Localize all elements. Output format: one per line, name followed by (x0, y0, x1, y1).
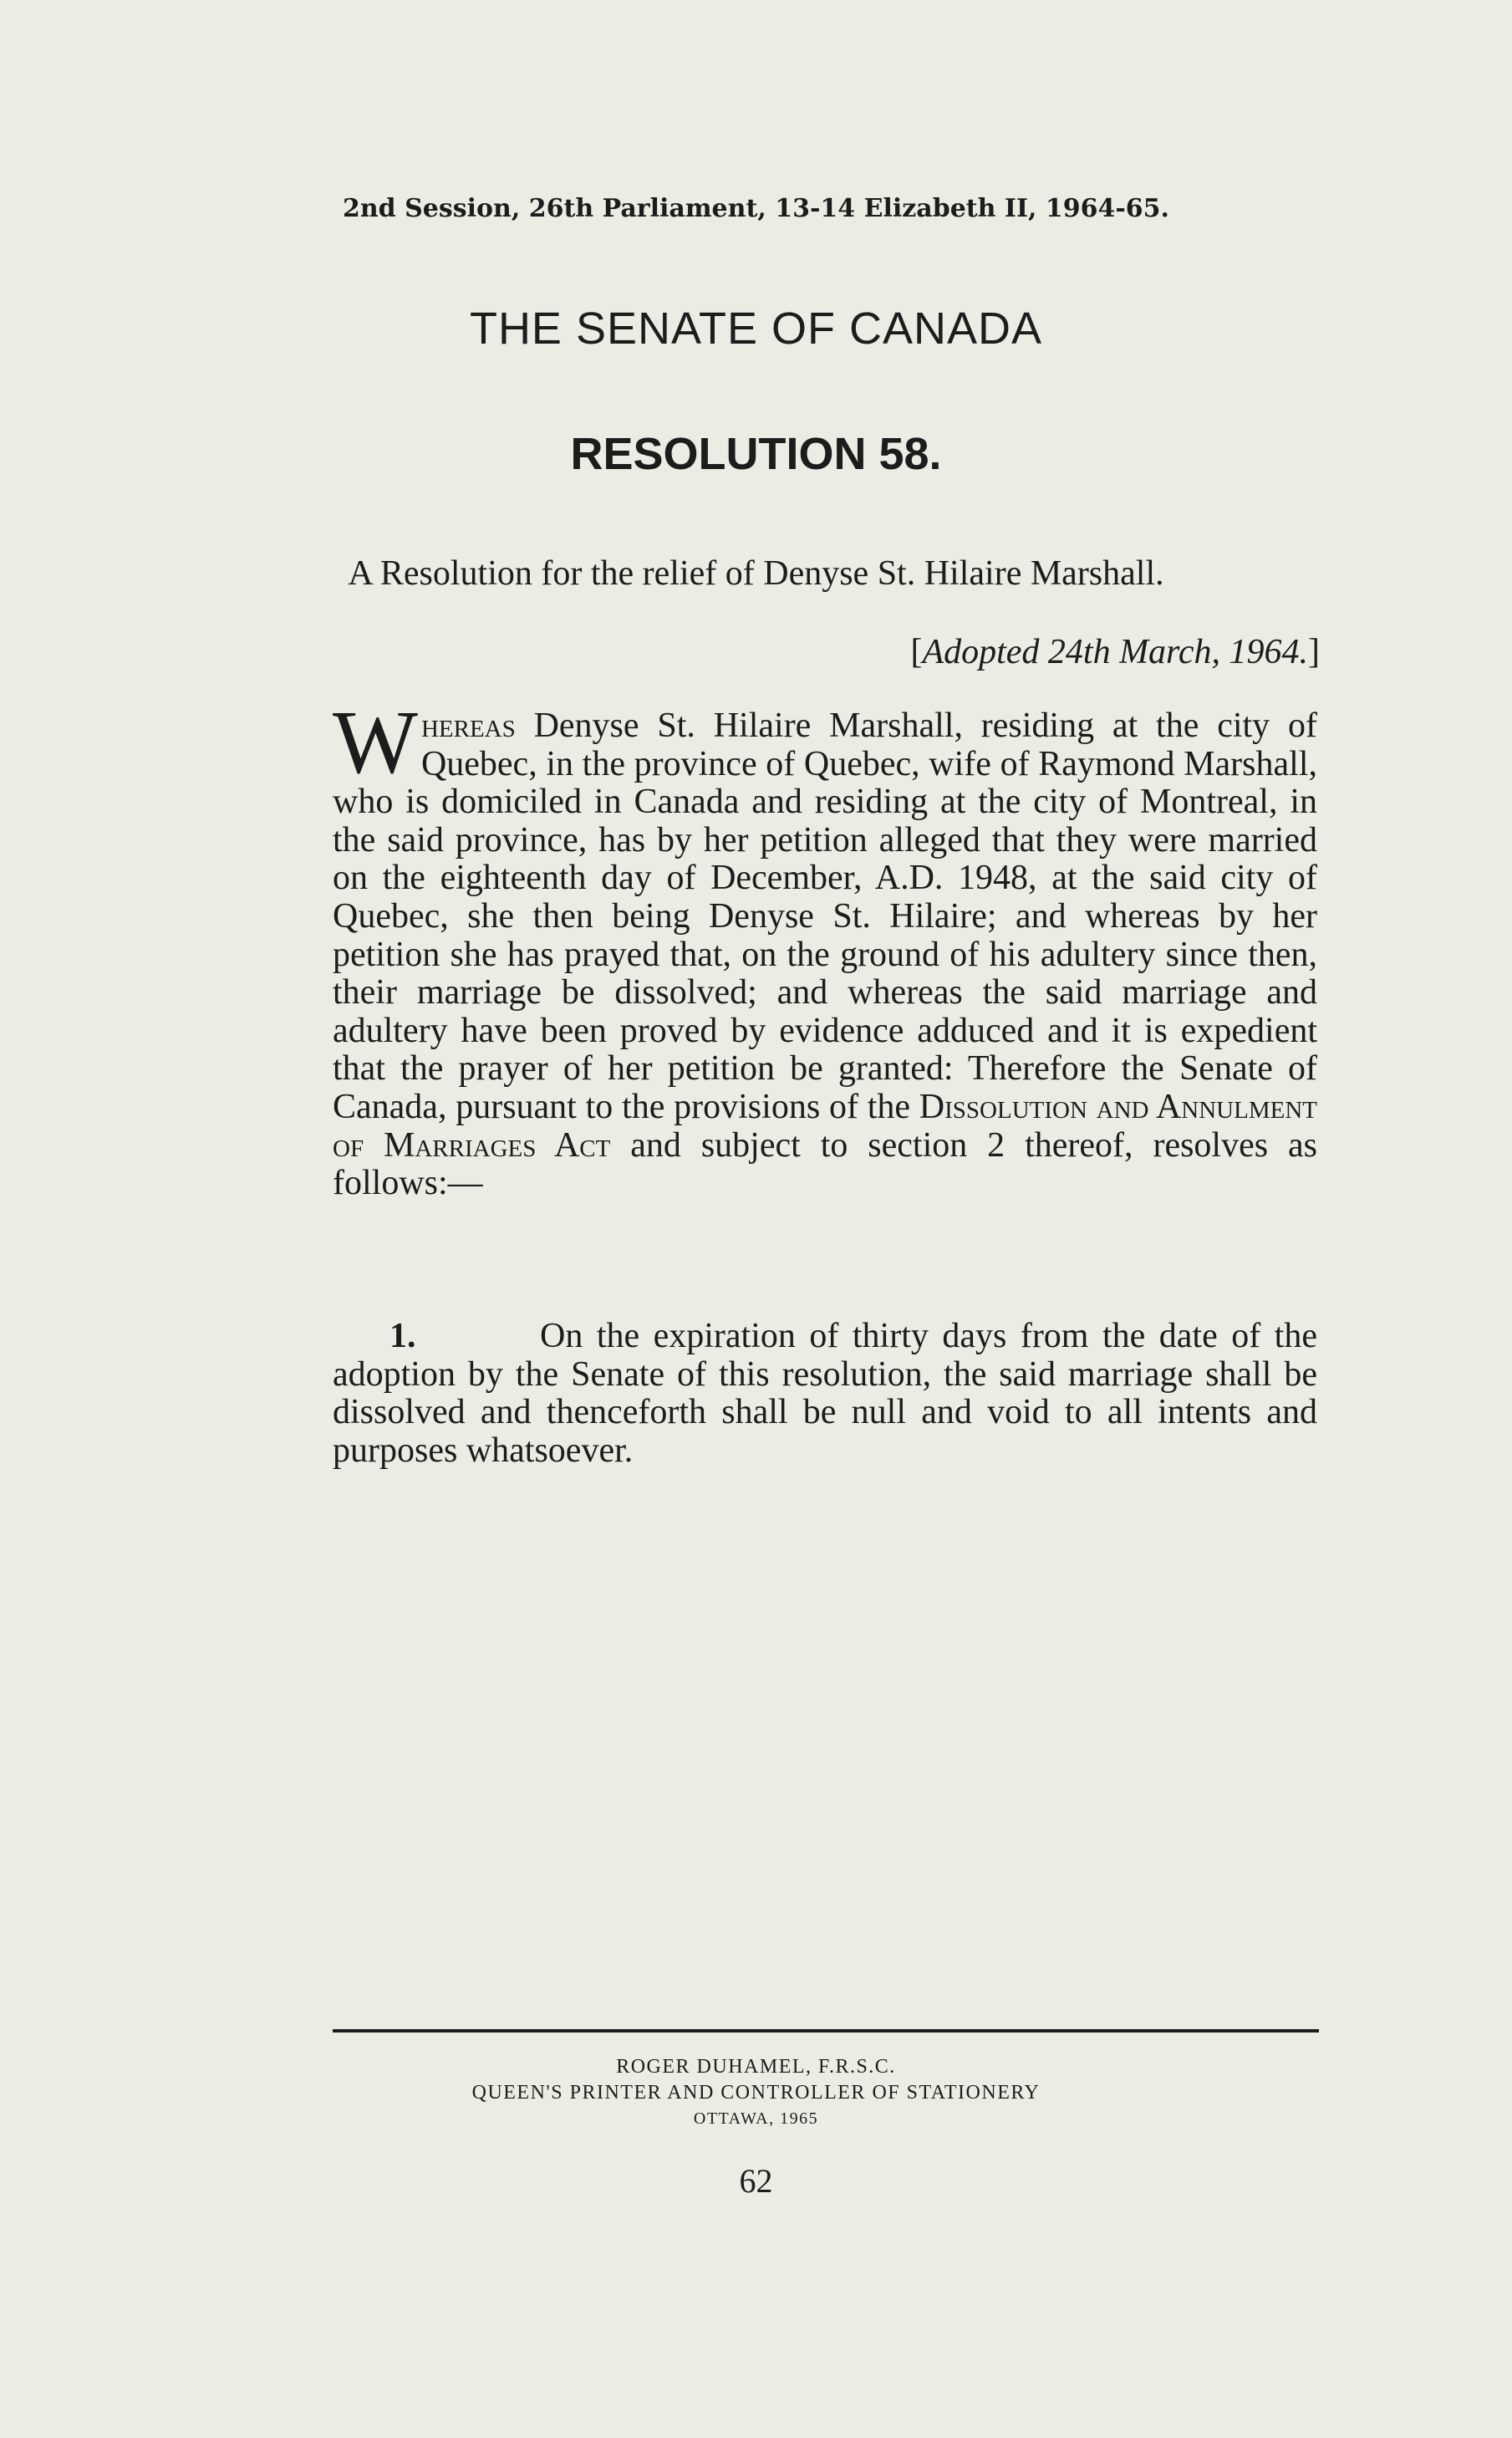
adopted-date-text: Adopted 24th March, 1964. (922, 633, 1308, 671)
preamble-text-1: Denyse St. Hilaire Marshall, residing at the city of Quebec, in the province of Quebec, wife of Raymond Marshall, who is domiciled in Canada and residing at the city of Montreal, in the said province, has by her petition alleged that they were married on the eighteenth day of December, A.D. 1948, at the said city of Quebec, she then being Denyse St. Hilaire; and whereas by her petition she has prayed that, on the ground of his adultery since then, their marriage be dissolved; and whereas the said marriage and adultery have been proved by evidence adduced and it is expedient that the prayer of her petition be granted: Therefore the Senate of Canada, pursuant to the provisions of the (333, 706, 1317, 1126)
session-line: 2nd Session, 26th Parliament, 13-14 Elizabeth II, 1964-65. (342, 194, 1170, 223)
preamble-paragraph (333, 693, 1317, 1203)
printer-place: OTTAWA, 1965 (693, 2109, 819, 2128)
whereas-word: hereas (420, 706, 516, 745)
adopted-date (910, 632, 1320, 672)
drop-cap: W (333, 693, 418, 793)
footer-rule (333, 2029, 1319, 2033)
senate-heading: THE SENATE OF CANADA (469, 303, 1043, 354)
clause-number: 1. (389, 1317, 416, 1355)
preamble-text-2: and subject to section 2 thereof, resolves as follows:— (333, 1125, 1317, 1203)
clause-text: On the expiration of thirty days from the date of the adoption by the Senate of this resolution, the said marriage shall be dissolved and thenceforth shall be null and void to all intents and purposes whatsoever. (333, 1317, 1317, 1470)
resolution-title: A Resolution for the relief of Denyse St. Hilaire Marshall. (348, 554, 1164, 593)
page-number: 62 (739, 2162, 773, 2200)
adopted-close-bracket: ] (1308, 633, 1320, 671)
printer-name: ROGER DUHAMEL, F.R.S.C. (616, 2056, 896, 2078)
act-name: Dissolution and Annulment of Marriages Act (333, 1087, 1317, 1165)
printer-imprint (0, 2054, 1512, 2132)
resolution-heading: RESOLUTION 58. (570, 429, 942, 479)
printer-title: QUEEN'S PRINTER AND CONTROLLER OF STATIONERY (471, 2082, 1041, 2104)
clause-1 (333, 1318, 1317, 1470)
adopted-open-bracket: [ (910, 633, 923, 671)
